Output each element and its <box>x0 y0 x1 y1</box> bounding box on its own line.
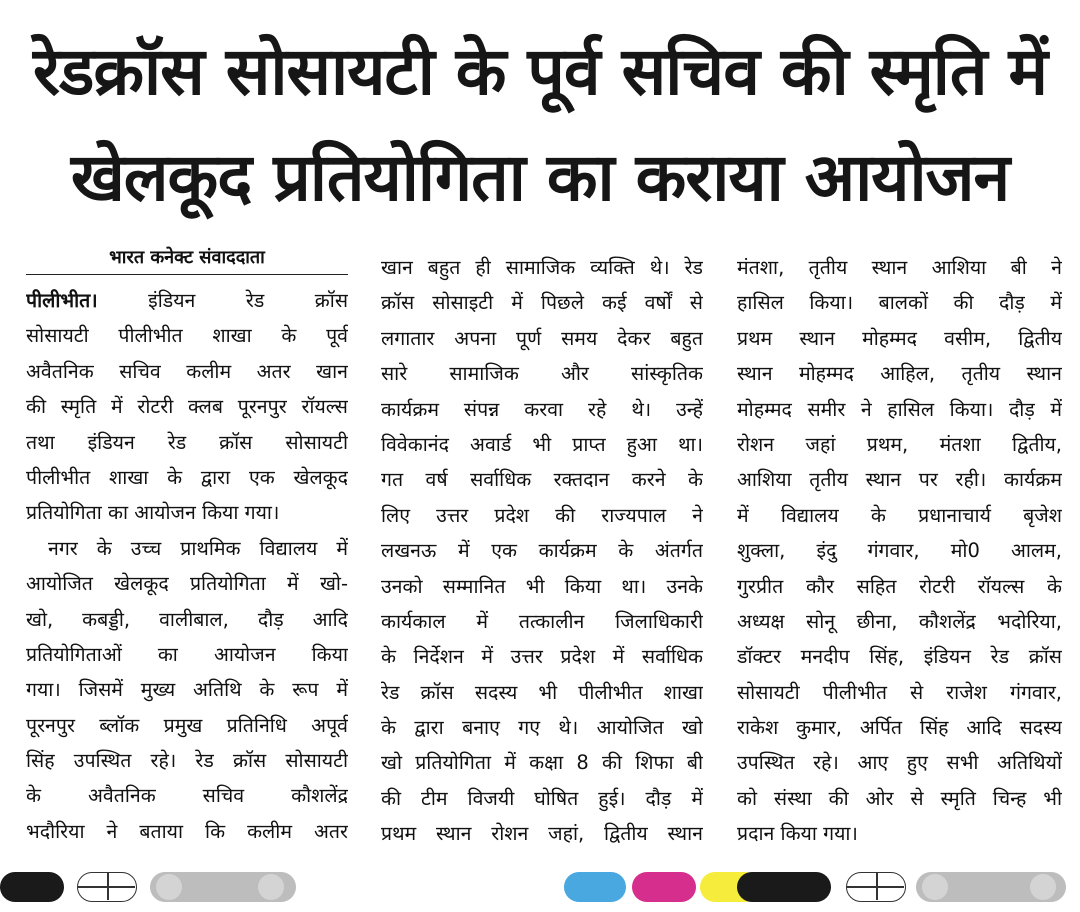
text-line-body: इंडियन रेड क्रॉस <box>97 289 348 312</box>
text-line: खो, कबड्डी, वालीबाल, दौड़ आदि <box>26 607 348 631</box>
text-line: खान बहुत ही सामाजिक व्यक्ति थे। रेड <box>381 256 703 279</box>
column-3-text <box>737 250 1062 852</box>
column-2-text <box>381 250 703 852</box>
text-line: में विद्यालय के प्रधानाचार्य बृजेश <box>737 503 1062 527</box>
text-line <box>26 283 348 318</box>
color-bar-grey-2 <box>916 872 1066 902</box>
text-line: सारे सामाजिक और सांस्कृतिक <box>381 362 703 386</box>
color-bar-black-2 <box>737 872 831 902</box>
text-line: अध्यक्ष सोनू छीना, कौशलेंद्र भदोरिया, <box>737 609 1062 633</box>
text-line: गुरप्रीत कौर सहित रोटरी रॉयल्स के <box>737 574 1062 598</box>
text-line: प्रथम स्थान रोशन जहां, द्वितीय स्थान <box>381 822 703 846</box>
text-line: लखनऊ में एक कार्यक्रम के अंतर्गत <box>381 539 703 563</box>
text-line: रोशन जहां प्रथम, मंतशा द्वितीय, <box>737 432 1062 456</box>
text-line: भदौरिया ने बताया कि कलीम अतर <box>26 819 348 843</box>
text-line: प्रदान किया गया। <box>737 822 858 846</box>
article-column-3 <box>737 250 1062 852</box>
color-bar-cyan <box>564 872 626 902</box>
registration-mark <box>77 872 137 902</box>
text-line: खो प्रतियोगिता में कक्षा 8 की शिफा बी <box>381 751 703 775</box>
text-line: पूरनपुर ब्लॉक प्रमुख प्रतिनिधि अपूर्व <box>26 713 348 737</box>
text-line: गत वर्ष सर्वाधिक रक्तदान करने के <box>381 468 703 492</box>
text-line: गया। जिसमें मुख्य अतिथि के रूप में <box>26 678 348 702</box>
color-bar-black <box>0 872 64 902</box>
text-line: के द्वारा बनाए गए थे। आयोजित खो <box>381 716 703 740</box>
text-line: कार्यक्रम संपन्न करवा रहे थे। उन्हें <box>381 397 703 421</box>
text-line: की स्मृति में रोटरी क्लब पूरनपुर रॉयल्स <box>26 395 348 419</box>
text-line: लिए उत्तर प्रदेश की राज्यपाल ने <box>381 503 703 527</box>
text-line: मंतशा, तृतीय स्थान आशिया बी ने <box>737 256 1062 279</box>
headline-line-2: खेलकूद प्रतियोगिता का कराया आयोजन <box>70 139 1010 216</box>
text-line: आयोजित खेलकूद प्रतियोगिता में खो- <box>26 572 348 596</box>
dateline: पीलीभीत। <box>26 289 98 312</box>
text-line: उपस्थित रहे। आए हुए सभी अतिथियों <box>737 751 1062 775</box>
article-column-1 <box>26 244 348 849</box>
text-line: कार्यकाल में तत्कालीन जिलाधिकारी <box>381 609 703 633</box>
text-line: हासिल किया। बालकों की दौड़ में <box>737 291 1062 315</box>
registration-mark-2 <box>846 872 906 902</box>
text-line: विवेकानंद अवार्ड भी प्राप्त हुआ था। <box>381 432 703 456</box>
column-1-text <box>26 283 348 849</box>
text-line: मोहम्मद समीर ने हासिल किया। दौड़ में <box>737 397 1062 421</box>
text-line: शुक्ला, इंदु गंगवार, मो0 आलम, <box>737 539 1062 563</box>
text-line: को संस्था की ओर से स्मृति चिन्ह भी <box>737 786 1062 810</box>
text-line: नगर के उच्च प्राथमिक विद्यालय में <box>48 536 348 560</box>
text-line: प्रतियोगिताओं का आयोजन किया <box>26 642 348 666</box>
headline-line-1: रेडक्रॉस सोसायटी के पूर्व सचिव की स्मृति में <box>33 33 1047 110</box>
color-bar-grey <box>150 872 296 902</box>
text-line: आशिया तृतीय स्थान पर रही। कार्यक्रम <box>737 468 1062 492</box>
text-line: सोसायटी पीलीभीत शाखा के पूर्व <box>26 324 348 348</box>
byline: भारत कनेक्ट संवाददाता <box>26 244 348 275</box>
text-line: प्रथम स्थान मोहम्मद वसीम, द्वितीय <box>737 326 1062 350</box>
text-line: के निर्देशन में उत्तर प्रदेश में सर्वाधिक <box>381 645 703 669</box>
text-line: की टीम विजयी घोषित हुई। दौड़ में <box>381 786 703 810</box>
article-column-2 <box>381 250 703 852</box>
text-line: रेड क्रॉस सदस्य भी पीलीभीत शाखा <box>381 680 703 704</box>
text-line: डॉक्टर मनदीप सिंह, इंडियन रेड क्रॉस <box>737 645 1062 669</box>
text-line: सिंह उपस्थित रहे। रेड क्रॉस सोसायटी <box>26 749 348 773</box>
text-line: सोसायटी पीलीभीत से राजेश गंगवार, <box>737 680 1062 704</box>
text-line: अवैतनिक सचिव कलीम अतर खान <box>26 359 348 383</box>
text-line: राकेश कुमार, अर्पित सिंह आदि सदस्य <box>737 716 1062 740</box>
text-line: क्रॉस सोसाइटी में पिछले कई वर्षों से <box>381 291 703 315</box>
text-line: के अवैतनिक सचिव कौशलेंद्र <box>26 784 348 808</box>
text-line: तथा इंडियन रेड क्रॉस सोसायटी <box>26 430 348 454</box>
text-line: स्थान मोहम्मद आहिल, तृतीय स्थान <box>737 362 1062 386</box>
text-line: पीलीभीत शाखा के द्वारा एक खेलकूद <box>26 465 348 489</box>
color-bar-magenta <box>632 872 696 902</box>
text-line: उनको सम्मानित भी किया था। उनके <box>381 574 703 598</box>
text-line: प्रतियोगिता का आयोजन किया गया। <box>26 501 280 525</box>
text-line: लगातार अपना पूर्ण समय देकर बहुत <box>381 326 703 350</box>
